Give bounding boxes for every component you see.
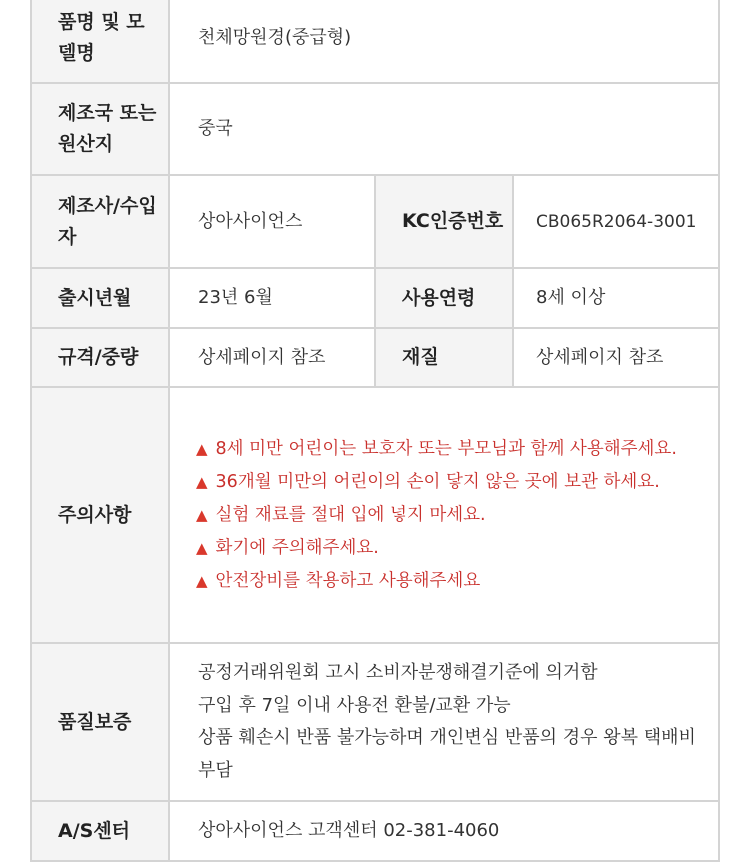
value-kc: CB065R2064-3001 [513, 175, 719, 268]
row-origin [31, 83, 719, 175]
caution-text: 실험 재료를 절대 입에 넣지 마세요. [215, 504, 486, 525]
value-quality [169, 643, 719, 801]
quality-line: 공정거래위원회 고시 소비자분쟁해결기준에 의거함 [198, 662, 598, 683]
caution-item [196, 499, 714, 532]
row-product-name [31, 0, 719, 83]
label-size: 규격/중량 [31, 328, 169, 387]
row-size-material [31, 328, 719, 387]
row-quality [31, 643, 719, 801]
label-material: 재질 [375, 328, 513, 387]
row-release-age [31, 268, 719, 328]
warning-triangle-icon: ▲ [196, 472, 208, 491]
caution-text: 안전장비를 착용하고 사용해주세요 [215, 570, 481, 591]
label-release: 출시년월 [31, 268, 169, 328]
caution-item [196, 532, 714, 565]
caution-text: 36개월 미만의 어린이의 손이 닿지 않은 곳에 보관 하세요. [215, 471, 660, 492]
value-size: 상세페이지 참조 [169, 328, 375, 387]
warning-triangle-icon: ▲ [196, 571, 208, 590]
warning-triangle-icon: ▲ [196, 505, 208, 524]
caution-item [196, 433, 714, 466]
value-age: 8세 이상 [513, 268, 719, 328]
label-as-center: A/S센터 [31, 801, 169, 861]
caution-item [196, 466, 714, 499]
label-caution: 주의사항 [31, 387, 169, 643]
value-as-center: 상아사이언스 고객센터 02-381-4060 [169, 801, 719, 861]
warning-triangle-icon: ▲ [196, 439, 208, 458]
label-kc: KC인증번호 [375, 175, 513, 268]
value-material: 상세페이지 참조 [513, 328, 719, 387]
quality-line: 상품 훼손시 반품 불가능하며 개인변심 반품의 경우 왕복 택배비 부담 [198, 727, 696, 781]
row-caution [31, 387, 719, 643]
caution-text: 화기에 주의해주세요. [215, 537, 379, 558]
warning-triangle-icon: ▲ [196, 538, 208, 557]
label-quality: 품질보증 [31, 643, 169, 801]
product-info-table [30, 0, 720, 862]
value-caution [169, 387, 719, 643]
quality-line: 구입 후 7일 이내 사용전 환불/교환 가능 [198, 694, 511, 716]
caution-item [196, 565, 714, 598]
value-release: 23년 6월 [169, 268, 375, 328]
row-as-center [31, 801, 719, 861]
label-origin: 제조국 또는 원산지 [31, 83, 169, 175]
label-maker: 제조사/수입자 [31, 175, 169, 268]
value-origin: 중국 [169, 83, 719, 175]
label-product-name: 품명 및 모델명 [31, 0, 169, 83]
value-product-name: 천체망원경(중급형) [169, 0, 719, 83]
caution-text: 8세 미만 어린이는 보호자 또는 부모님과 함께 사용해주세요. [215, 438, 677, 459]
row-maker-kc [31, 175, 719, 268]
label-age: 사용연령 [375, 268, 513, 328]
value-maker: 상아사이언스 [169, 175, 375, 268]
